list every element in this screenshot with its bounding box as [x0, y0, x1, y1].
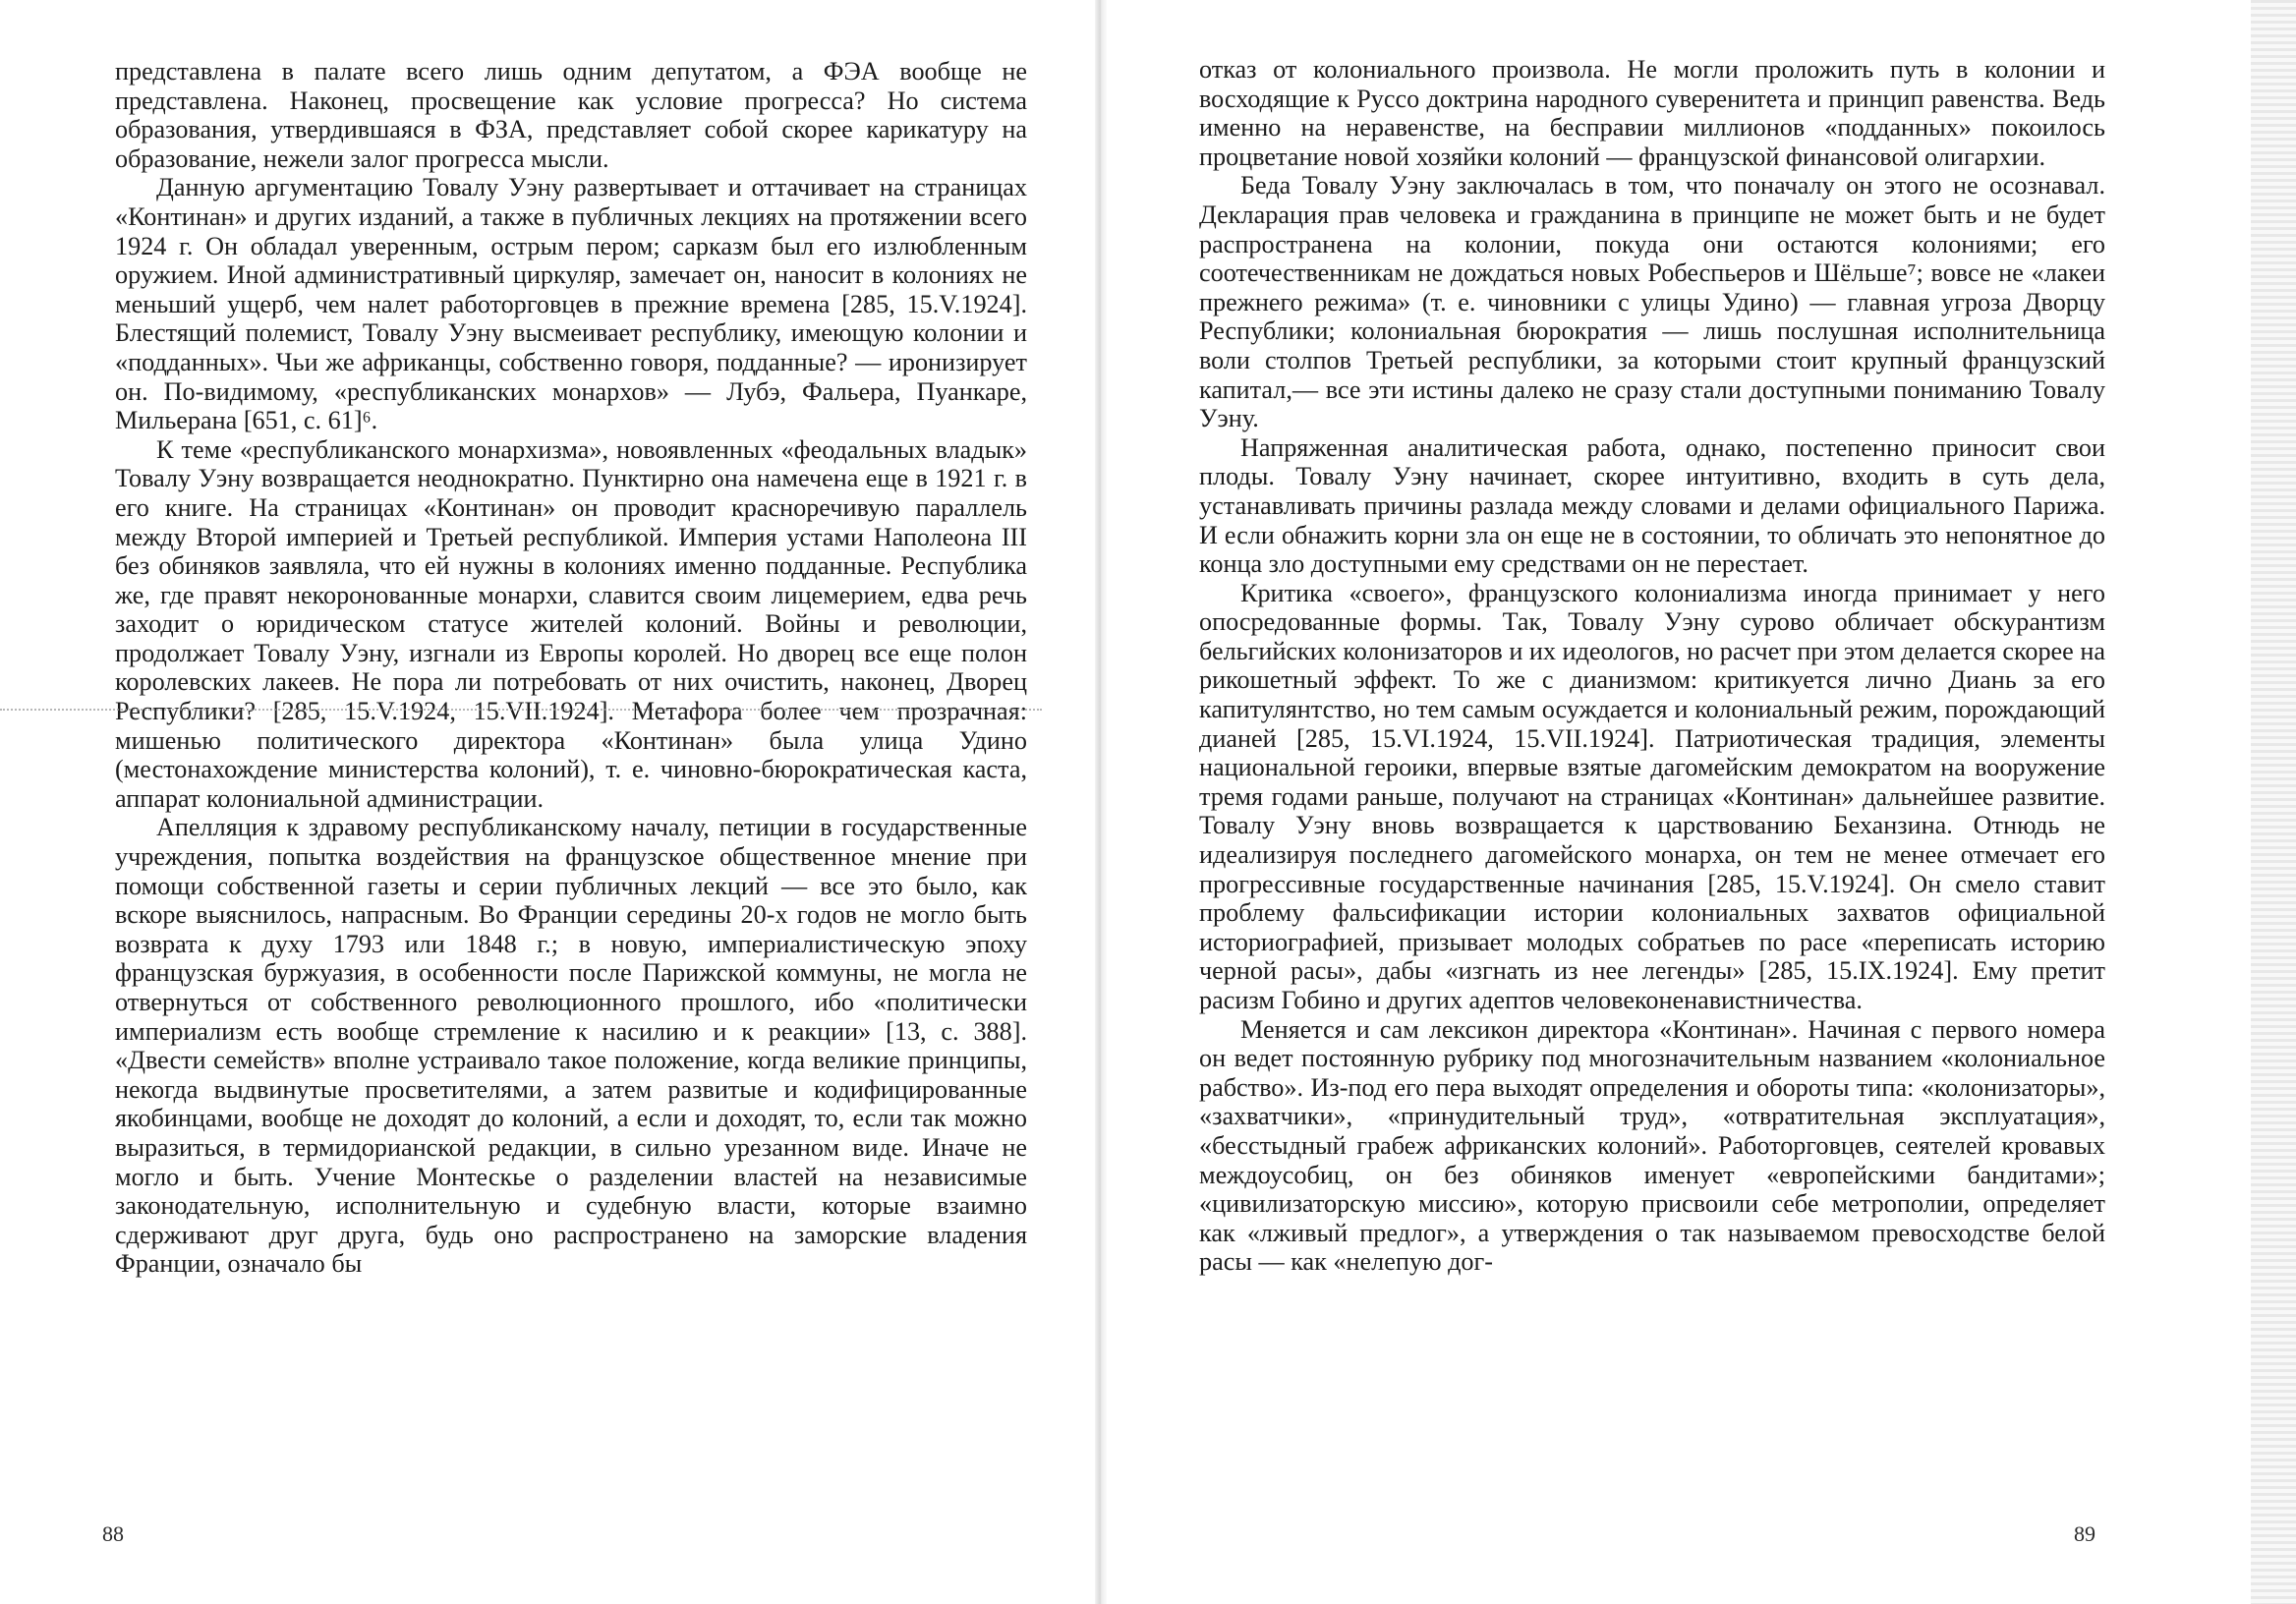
right-paragraph-1: отказ от колониального произвола. Не могли проложить путь в колонии и восходящие к Руссо доктрина народного суверенитета и принцип равенства. Ведь именно на неравенстве, на бесправии миллионов «подданных» покоилось процветание новой хозяйки колоний — французской финансовой олигархии.: [1199, 55, 2105, 171]
left-page-number: 88: [102, 1521, 124, 1546]
right-page-number: 89: [2074, 1521, 2095, 1546]
right-paragraph-5: Меняется и сам лексикон директора «Континан». Начиная с первого номера он ведет постоянную рубрику под многозначительным названием «колониальное рабство». Из-под его пера выходят определения и обороты типа: «колонизаторы», «захватчики», «принудительный труд», «отвратительная эксплуатация», «бесстыдный грабеж африканских колоний». Работорговцев, сеятелей кровавых междоусобиц, он без обиняков именует «европейскими бандитами»; «цивилизаторскую миссию», которую присвоили себе метрополии, определяет как «лживый предлог», а утверждения о так называемом превосходстве белой расы — как «нелепую дог-: [1199, 1014, 2105, 1277]
left-page: [0, 0, 1101, 1604]
scan-fold-line: [0, 709, 1042, 711]
left-paragraph-2: Данную аргументацию Товалу Уэну развертывает и оттачивает на страницах «Континан» и других изданий, а также в публичных лекциях на протяжении всего 1924 г. Он обладал уверенным, острым пером; сарказм был его излюбленным оружием. Иной административный циркуляр, замечает он, наносит в колониях не меньший ущерб, чем налет работорговцев в прежние времена [285, 15.V.1924]. Блестящий полемист, Товалу Уэну высмеивает республику, имеющую колонии и «подданных». Чьи же африканцы, собственно говоря, подданные? — иронизирует он. По-видимому, «республиканских монархов» — Лубэ, Фальера, Пуанкаре, Мильерана [651, с. 61]⁶.: [115, 173, 1027, 435]
right-page-text: [1199, 55, 2105, 1277]
left-paragraph-3: К теме «республиканского монархизма», новоявленных «феодальных владык» Товалу Уэну возвращается неоднократно. Пунктирно она намечена еще в 1921 г. в его книге. На страницах «Континан» он проводит красноречивую параллель между Второй империей и Третьей республикой. Империя устами Наполеона III без обиняков заявляла, что ей нужны в колониях именно подданные. Республика же, где правят некоронованные монархи, славится своим лицемерием, едва речь заходит о юридическом статусе жителей колоний. Войны и революции, продолжает Товалу Уэну, изгнали из Европы королей. Но дворец все еще полон королевских лакеев. Не пора ли потребовать от них очистить, наконец, Дворец Республики? [285, 15.V.1924, 15.VII.1924]. Метафора более чем прозрачная: мишенью политического директора «Континан» была улица Удино (местонахождение министерства колоний), т. е. чиновно-бюрократическая каста, аппарат колониальной администрации.: [115, 434, 1027, 813]
right-paragraph-3: Напряженная аналитическая работа, однако, постепенно приносит свои плоды. Товалу Уэну начинает, скорее интуитивно, входить в суть дела, устанавливать причины разлада между словами и делами официального Парижа. И если обнажить корни зла он еще не в состоянии, то обличать это непонятное до конца зло доступными ему средствами он не перестает.: [1199, 432, 2105, 579]
left-page-text: [115, 57, 1027, 1279]
left-paragraph-1: представлена в палате всего лишь одним депутатом, а ФЭА вообще не представлена. Наконец, просвещение как условие прогресса? Но система образования, утвердившаяся в ФЗА, представляет собой скорее карикатуру на образование, нежели залог прогресса мысли.: [115, 57, 1027, 173]
right-paragraph-2: Беда Товалу Уэну заключалась в том, что поначалу он этого не осознавал. Декларация прав человека и гражданина в принципе не может быть и не будет распространена на колонии, покуда они остаются колониями; его соотечественникам не дождаться новых Робеспьеров и Шёльше⁷; вовсе не «лакеи прежнего режима» (т. е. чиновники с улицы Удино) — главная угроза Дворцу Республики; колониальная бюрократия — лишь послушная исполнительница воли столпов Третьей республики, за которыми стоит крупный французский капитал,— все эти истины далеко не сразу стали доступными пониманию Товалу Уэну.: [1199, 171, 2105, 433]
right-paragraph-4: Критика «своего», французского колониализма иногда принимает у него опосредованные формы. Так, Товалу Уэну сурово обличает обскурантизм бельгийских колонизаторов и их идеологов, но расчет при этом делается скорее на рикошетный эффект. То же с дианизмом: критикуется лично Диань за его капитулянтство, но тем самым осуждается и колониальный режим, порождающий дианей [285, 15.VI.1924, 15.VII.1924]. Патриотическая традиция, элементы национальной героики, впервые взятые дагомейским демократом на вооружение тремя годами раньше, получают на страницах «Континан» дальнейшее развитие. Товалу Уэну вновь возвращается к царствованию Беханзина. Отнюдь не идеализируя последнего дагомейского монарха, он тем не менее отмечает его прогрессивные государственные начинания [285, 15.V.1924]. Он смело ставит проблему фальсификации истории колониальных захватов официальной историографией, призывает молодых собратьев по расе «переписать историю черной расы», дабы «изгнать из нее легенды» [285, 15.IX.1924]. Ему претит расизм Гобино и других адептов человеконенавистничества.: [1199, 578, 2105, 1014]
page-edge-strip: [2251, 0, 2296, 1604]
left-paragraph-4: Апелляция к здравому республиканскому началу, петиции в государственные учреждения, попытка воздействия на французское общественное мнение при помощи собственной газеты и серии публичных лекций — все это было, как вскоре выяснилось, напрасным. Во Франции середины 20-х годов не могло быть возврата к духу 1793 или 1848 г.; в новую, империалистическую эпоху французская буржуазия, в особенности после Парижской коммуны, не могла не отвернуться от собственного революционного прошлого, ибо «политически империализм есть вообще стремление к насилию и к реакции» [13, с. 388]. «Двести семейств» вполне устраивало такое положение, когда великие принципы, некогда выдвинутые просветителями, а затем развитые и кодифицированные якобинцами, вообще не доходят до колоний, а если и доходят, то, если так можно выразиться, в термидорианской редакции, в сильно урезанном виде. Иначе не могло и быть. Учение Монтескье о разделении властей на независимые законодательную, исполнительную и судебную власти, которые взаимно сдерживают друг друга, будь оно распространено на заморские владения Франции, означало бы: [115, 813, 1027, 1279]
